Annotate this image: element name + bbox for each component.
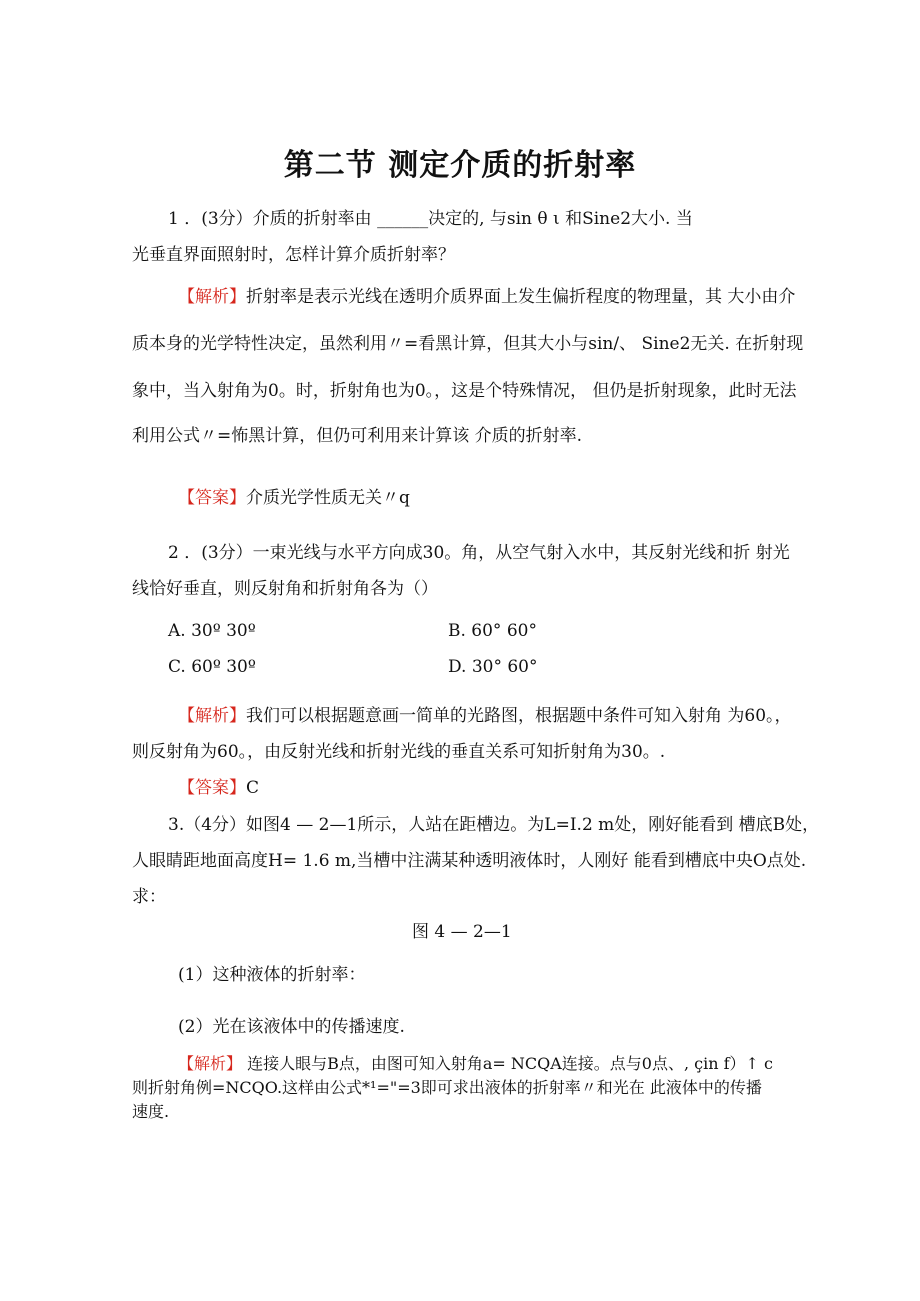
q3-stem-line-2: 人眼睛距地面高度H= 1.6 m,当槽中注满某种透明液体时，人刚好 能看到槽底中央O点处. xyxy=(132,851,807,871)
q3-analysis-text-1: 连接人眼与B点，由图可知入射角a= NCQA连接。点与0点、, çin f）↑ c xyxy=(242,1054,774,1073)
q1-analysis-line-4: 利用公式〃=怖黑计算，但仍可利用来计算该 介质的折射率. xyxy=(132,426,583,446)
q1-analysis-line-3: 象中，当入射角为0。时，折射角也为0。，这是个特殊情况， 但仍是折射现象，此时无法 xyxy=(132,381,797,401)
q1-analysis-text-1: 折射率是表示光线在透明介质界面上发生偏折程度的物理量，其 大小由介 xyxy=(246,287,796,307)
q1-stem-line-2: 光垂直界面照射时，怎样计算介质折射率？ xyxy=(132,245,455,265)
q1-answer-text: 介质光学性质无关〃q xyxy=(246,488,410,508)
q2-stem-line-2: 线恰好垂直，则反射角和折射角各为（） xyxy=(132,579,438,599)
q1-analysis-label: 【解析】 xyxy=(178,287,246,307)
q2-option-b: B. 60° 60° xyxy=(448,621,537,641)
q2-answer-text: C xyxy=(246,778,260,798)
q3-analysis-line-2: 则折射角例=NCQO.这样由公式*¹="=3即可求出液体的折射率〃和光在 此液体中的传播 xyxy=(132,1078,762,1097)
q3-sub-question-2: (2）光在该液体中的传播速度. xyxy=(178,1017,405,1037)
q2-analysis-line-1 xyxy=(178,705,792,727)
q2-analysis-label: 【解析】 xyxy=(178,706,246,726)
page-title: 第二节 测定介质的折射率 xyxy=(283,148,637,183)
q1-analysis-line-2: 质本身的光学特性决定，虽然利用〃=看黑计算，但其大小与sin/、 Sine2无关. 在折射现 xyxy=(132,334,804,354)
q3-figure-caption: 图 4 — 2—1 xyxy=(412,922,512,942)
q2-stem-line-1: 2 ．(3分）一束光线与水平方向成30。角，从空气射入水中，其反射光线和折 射光 xyxy=(168,543,790,563)
q3-stem-line-3: 求： xyxy=(132,887,166,907)
q2-option-a: A. 30º 30º xyxy=(168,621,256,641)
q2-answer xyxy=(178,777,259,799)
q3-analysis-label: 【解析】 xyxy=(178,1054,243,1073)
q3-analysis-line-3: 速度. xyxy=(132,1102,170,1121)
q2-answer-label: 【答案】 xyxy=(178,778,246,798)
q1-stem-line-1: 1 ．(3分）介质的折射率由 ______决定的, 与sin θ ι 和Sine2大小. 当 xyxy=(168,209,693,229)
q3-analysis-line-1 xyxy=(178,1053,773,1075)
q3-stem-line-1: 3.（4分）如图4 — 2—1所示，人站在距槽边。为L=I.2 m处，刚好能看到 槽底B处， xyxy=(168,815,820,835)
q2-option-d: D. 30° 60° xyxy=(448,657,538,677)
q1-answer-label: 【答案】 xyxy=(178,488,246,508)
q2-analysis-text-1: 我们可以根据题意画一简单的光路图，根据题中条件可知入射角 为60。， xyxy=(246,706,792,726)
q2-option-c: C. 60º 30º xyxy=(168,657,256,677)
q1-answer xyxy=(178,487,410,509)
q1-analysis-line-1 xyxy=(178,286,795,308)
q3-sub-question-1: (1）这种液体的折射率： xyxy=(178,965,366,985)
q2-analysis-line-2: 则反射角为60。，由反射光线和折射光线的垂直关系可知折射角为30。. xyxy=(132,742,666,762)
